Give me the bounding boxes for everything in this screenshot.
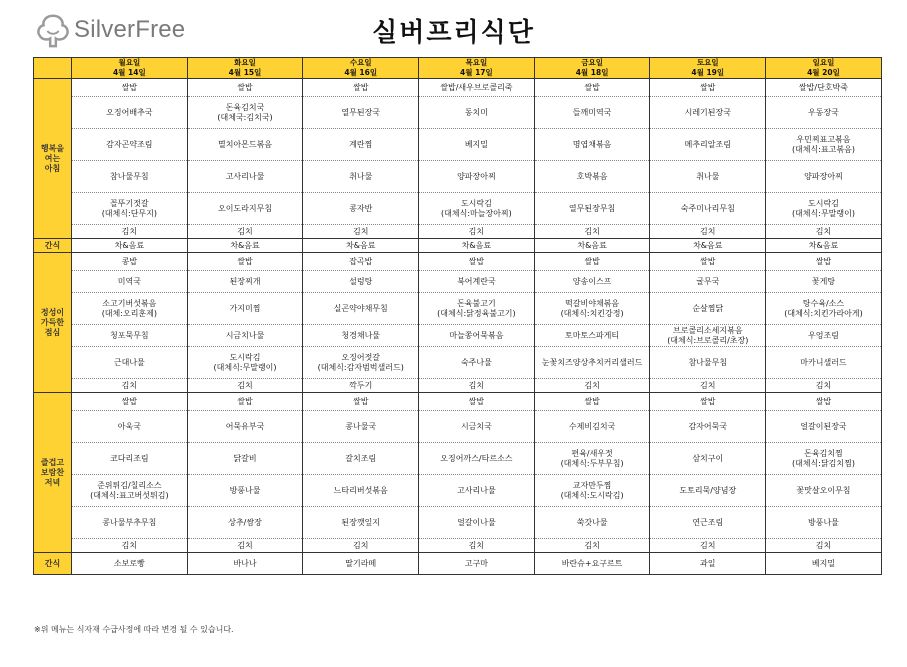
menu-item: 도시락김 (대체식:무말랭이) [187, 347, 303, 379]
menu-item: 콩나물부추무침 [72, 507, 188, 539]
header-row [34, 58, 882, 79]
menu-item: 쌀밥 [534, 253, 650, 271]
menu-item: 김치 [72, 379, 188, 393]
menu-item: 바나나 [187, 553, 303, 575]
section-label-line: 간식 [44, 240, 61, 250]
menu-item: 참나물무침 [650, 347, 766, 379]
menu-item: 토마토스파게티 [534, 325, 650, 347]
menu-item: 마카니샐러드 [766, 347, 882, 379]
menu-item: 갈치조림 [303, 443, 419, 475]
menu-item: 김치 [187, 225, 303, 239]
day-name: 토요일 [696, 58, 719, 67]
menu-item: 김치 [766, 225, 882, 239]
meal-row [34, 347, 882, 379]
meal-row [34, 225, 882, 239]
menu-item: 오징어배추국 [72, 97, 188, 129]
menu-item: 얼갈이된장국 [766, 411, 882, 443]
menu-item: 느타리버섯볶음 [303, 475, 419, 507]
meal-row [34, 443, 882, 475]
menu-item: 쌀밥 [534, 79, 650, 97]
menu-item: 쌀밥 [419, 253, 535, 271]
day-date: 4월 19일 [691, 68, 725, 77]
menu-item: 참나물무침 [72, 161, 188, 193]
meal-row [34, 539, 882, 553]
menu-item: 차&음료 [72, 239, 188, 253]
meal-row [34, 293, 882, 325]
menu-item: 눈꽃치즈양상추치커리샐러드 [534, 347, 650, 379]
menu-item: 김치 [303, 225, 419, 239]
menu-item: 청경채나물 [303, 325, 419, 347]
menu-item: 쌀밥 [766, 393, 882, 411]
menu-item: 들깨미역국 [534, 97, 650, 129]
menu-item: 고사리나물 [419, 475, 535, 507]
menu-item: 취나물 [303, 161, 419, 193]
menu-item: 쑥갓나물 [534, 507, 650, 539]
menu-item: 쌀밥 [187, 79, 303, 97]
meal-plan-table [33, 57, 882, 575]
meal-row [34, 97, 882, 129]
menu-item: 실곤약야채무침 [303, 293, 419, 325]
menu-item: 김치 [534, 539, 650, 553]
menu-item: 김치 [72, 225, 188, 239]
menu-item: 멸치아몬드볶음 [187, 129, 303, 161]
menu-item: 코다리조림 [72, 443, 188, 475]
meal-row [34, 411, 882, 443]
menu-item: 숙주나물 [419, 347, 535, 379]
menu-item: 상추/쌈장 [187, 507, 303, 539]
menu-item: 마늘쫑어묵볶음 [419, 325, 535, 347]
day-header [534, 58, 650, 79]
menu-item: 쌀밥 [650, 79, 766, 97]
menu-item: 우민찌표고볶음 (대체식:표고볶음) [766, 129, 882, 161]
day-name: 일요일 [812, 58, 835, 67]
day-name: 수요일 [349, 58, 372, 67]
menu-item: 감자어묵국 [650, 411, 766, 443]
menu-item: 쌀밥 [303, 79, 419, 97]
meal-row [34, 161, 882, 193]
section-label-line: 정성이 [40, 307, 65, 317]
menu-item: 도시락김 (대체식:마늘장아찌) [419, 193, 535, 225]
meal-section-label [34, 553, 72, 575]
snack-row [34, 239, 882, 253]
menu-item: 김치 [534, 225, 650, 239]
menu-item: 쌀밥 [187, 393, 303, 411]
menu-item: 떡갈비야채볶음 (대체식:치킨강정) [534, 293, 650, 325]
meal-section-label [34, 393, 72, 553]
menu-item: 꽃게탕 [766, 271, 882, 293]
header-corner [34, 58, 72, 79]
menu-item: 시금치나물 [187, 325, 303, 347]
menu-item: 김치 [419, 539, 535, 553]
menu-item: 차&음료 [419, 239, 535, 253]
menu-item: 김치 [534, 379, 650, 393]
menu-item: 쌀밥/단호박죽 [766, 79, 882, 97]
menu-item: 미역국 [72, 271, 188, 293]
menu-item: 돈육불고기 (대체식:닭정육불고기) [419, 293, 535, 325]
menu-item: 브로콜리소세지볶음 (대체식:브로콜리/초장) [650, 325, 766, 347]
meal-row [34, 379, 882, 393]
menu-item: 잡곡밥 [303, 253, 419, 271]
meal-section-label [34, 79, 72, 239]
meal-row [34, 325, 882, 347]
section-label-line: 보람찬 [40, 467, 65, 477]
section-label-line: 저녁 [44, 477, 61, 487]
menu-item: 양파장아찌 [766, 161, 882, 193]
menu-item: 과일 [650, 553, 766, 575]
menu-item: 쌀밥/새우브로콜리죽 [419, 79, 535, 97]
meal-row [34, 393, 882, 411]
menu-item: 쌀밥 [72, 79, 188, 97]
meal-row [34, 507, 882, 539]
day-header [766, 58, 882, 79]
day-date: 4월 15일 [228, 68, 262, 77]
menu-item: 쌀밥 [766, 253, 882, 271]
menu-item: 꼴뚜기젓갈 (대체식:단무지) [72, 193, 188, 225]
menu-item: 청포묵무침 [72, 325, 188, 347]
menu-item: 메추리알조림 [650, 129, 766, 161]
menu-item: 콩자반 [303, 193, 419, 225]
menu-item: 오징어젓갈 (대체식:감자범벅샐러드) [303, 347, 419, 379]
snack-row [34, 553, 882, 575]
menu-item: 쌀밥 [419, 393, 535, 411]
menu-item: 쌀밥 [187, 253, 303, 271]
meal-row [34, 253, 882, 271]
menu-item: 가지미찜 [187, 293, 303, 325]
menu-item: 감자곤약조림 [72, 129, 188, 161]
menu-item: 우동장국 [766, 97, 882, 129]
menu-item: 깍두기 [303, 379, 419, 393]
day-header [650, 58, 766, 79]
menu-item: 방풍나물 [766, 507, 882, 539]
menu-item: 닭갈비 [187, 443, 303, 475]
menu-item: 순살찜닭 [650, 293, 766, 325]
menu-item: 양파장아찌 [419, 161, 535, 193]
menu-item: 설렁탕 [303, 271, 419, 293]
meal-plan-body [34, 79, 882, 575]
menu-item: 교자만두찜 (대체식:도시락김) [534, 475, 650, 507]
menu-item: 쌀밥 [72, 393, 188, 411]
menu-item: 취나물 [650, 161, 766, 193]
meal-row [34, 79, 882, 97]
menu-item: 호박볶음 [534, 161, 650, 193]
menu-item: 김치 [303, 539, 419, 553]
menu-item: 돈육김치찜 (대체식:닭김치찜) [766, 443, 882, 475]
menu-item: 얼갈이나물 [419, 507, 535, 539]
menu-item: 시레기된장국 [650, 97, 766, 129]
menu-item: 도토리묵/양념장 [650, 475, 766, 507]
menu-item: 콩밥 [72, 253, 188, 271]
menu-item: 차&음료 [187, 239, 303, 253]
menu-item: 김치 [650, 539, 766, 553]
menu-item: 김치 [187, 539, 303, 553]
section-label-line: 여는 [44, 153, 61, 163]
day-header [419, 58, 535, 79]
footnote: ※위 메뉴는 식자재 수급사정에 따라 변경 될 수 있습니다. [34, 625, 234, 634]
menu-item: 우엉조림 [766, 325, 882, 347]
menu-item: 차&음료 [766, 239, 882, 253]
menu-item: 고구마 [419, 553, 535, 575]
menu-item: 근대나물 [72, 347, 188, 379]
day-name: 목요일 [465, 58, 488, 67]
day-date: 4월 20일 [807, 68, 840, 77]
menu-item: 베지밀 [766, 553, 882, 575]
meal-row [34, 193, 882, 225]
menu-item: 명엽채볶음 [534, 129, 650, 161]
menu-item: 콩나물국 [303, 411, 419, 443]
menu-item: 삼치구이 [650, 443, 766, 475]
menu-item: 오징어까스/타르소스 [419, 443, 535, 475]
section-label-line: 점심 [44, 327, 61, 337]
menu-item: 소고기버섯볶음 (대체:오리훈제) [72, 293, 188, 325]
meal-row [34, 271, 882, 293]
day-name: 월요일 [118, 58, 141, 67]
menu-item: 오이도라지무침 [187, 193, 303, 225]
menu-item: 북어계란국 [419, 271, 535, 293]
meal-section-label [34, 253, 72, 393]
menu-item: 된장깻잎지 [303, 507, 419, 539]
page-title: 실버프리식단 [372, 18, 535, 48]
menu-item: 준위튀김/칠리소스 (대체식:표고버섯튀김) [72, 475, 188, 507]
day-name: 금요일 [581, 58, 603, 67]
menu-item: 편육/새우젓 (대체식:두부무침) [534, 443, 650, 475]
menu-item: 열무된장무침 [534, 193, 650, 225]
menu-item: 어묵유부국 [187, 411, 303, 443]
menu-item: 계란찜 [303, 129, 419, 161]
section-label-line: 행복을 [40, 143, 65, 153]
day-header [303, 58, 419, 79]
menu-item: 방풍나물 [187, 475, 303, 507]
menu-item: 차&음료 [303, 239, 419, 253]
day-date: 4월 17일 [460, 68, 493, 77]
menu-item: 아욱국 [72, 411, 188, 443]
menu-item: 딸기라떼 [303, 553, 419, 575]
menu-item: 베지밀 [419, 129, 535, 161]
menu-item: 동치미 [419, 97, 535, 129]
meal-row [34, 475, 882, 507]
day-date: 4월 14일 [112, 68, 146, 77]
menu-item: 숙주미나리무침 [650, 193, 766, 225]
day-date: 4월 18일 [575, 68, 609, 77]
menu-item: 김치 [419, 379, 535, 393]
menu-item: 굴무국 [650, 271, 766, 293]
menu-item: 쌀밥 [650, 253, 766, 271]
menu-item: 쌀밥 [534, 393, 650, 411]
menu-item: 차&음료 [534, 239, 650, 253]
day-header [187, 58, 303, 79]
day-header [72, 58, 188, 79]
section-label-line: 아침 [44, 163, 61, 173]
menu-item: 돈육김치국 (대체국:김치국) [187, 97, 303, 129]
day-name: 화요일 [234, 58, 256, 67]
menu-item: 바란슈+요구르트 [534, 553, 650, 575]
menu-item: 차&음료 [650, 239, 766, 253]
section-label-line: 가득한 [40, 317, 65, 327]
meal-row [34, 129, 882, 161]
menu-item: 고사리나물 [187, 161, 303, 193]
menu-item: 열무된장국 [303, 97, 419, 129]
menu-item: 양송이스프 [534, 271, 650, 293]
menu-item: 탕수육/소스 (대체식:치킨가라아게) [766, 293, 882, 325]
brand-name: SilverFree [74, 16, 186, 43]
menu-item: 수제비김치국 [534, 411, 650, 443]
menu-item: 소보로빵 [72, 553, 188, 575]
day-date: 4월 16일 [344, 68, 378, 77]
menu-item: 김치 [650, 225, 766, 239]
menu-item: 쌀밥 [303, 393, 419, 411]
menu-item: 도시락김 (대체식:무말랭이) [766, 193, 882, 225]
menu-item: 꽃맛살오이무침 [766, 475, 882, 507]
menu-item: 김치 [72, 539, 188, 553]
menu-item: 김치 [766, 539, 882, 553]
menu-item: 김치 [766, 379, 882, 393]
menu-item: 김치 [187, 379, 303, 393]
menu-item: 연근조림 [650, 507, 766, 539]
menu-item: 김치 [419, 225, 535, 239]
menu-item: 김치 [650, 379, 766, 393]
meal-section-label [34, 239, 72, 253]
section-label-line: 간식 [44, 558, 61, 568]
menu-item: 쌀밥 [650, 393, 766, 411]
menu-item: 된장찌개 [187, 271, 303, 293]
menu-item: 시금치국 [419, 411, 535, 443]
section-label-line: 즐겁고 [40, 457, 65, 467]
